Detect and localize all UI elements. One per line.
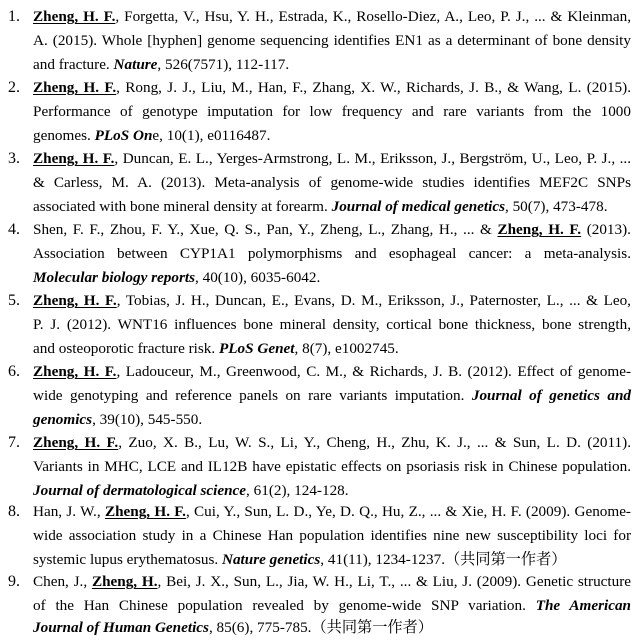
reference-text: Performance of genotype imputation for low frequency and rare variants from the 1000: [33, 103, 631, 120]
reference-text: P. J. (2012). WNT16 influences bone mineral density, cortical bone thickness, bone strength,: [33, 316, 631, 333]
reference-line: [33, 147, 631, 171]
reference-text: Variants in MHC, LCE and IL12B have epistatic effects on psoriasis risk in Chinese population.: [33, 458, 631, 475]
reference-text: & Carless, M. A. (2013). Meta-analysis of genome-wide studies identifies MEF2C SNPs: [33, 174, 631, 191]
reference-text: (2013).: [581, 221, 631, 238]
reference-line: [33, 408, 631, 432]
reference-text: , Rong, J. J., Liu, M., Han, F., Zhang, X. W., Richards, J. B., & Wang, L. (2015).: [116, 79, 632, 96]
journal-name: The American: [535, 597, 631, 614]
reference-text: , 61(2), 124-128.: [246, 482, 349, 499]
reference-text: A. (2015). Whole [hyphen] genome sequencing identifies EN1 as a determinant of bone density: [33, 32, 631, 49]
reference-number: 9.: [8, 573, 20, 590]
reference-text: wide genotyping and reference panels on rare variants imputation.: [33, 387, 472, 404]
reference-number: 7.: [8, 434, 20, 451]
reference-line: [33, 360, 631, 384]
journal-name: PLoS On: [94, 127, 153, 144]
reference-line: [33, 242, 631, 266]
highlighted-author: Zheng, H. F.: [33, 363, 117, 380]
reference-line: [33, 548, 631, 572]
reference-line: [33, 76, 631, 100]
highlighted-author: Zheng, H. F.: [33, 434, 119, 451]
reference-line: [33, 53, 631, 77]
highlighted-author: Zheng, H. F.: [497, 221, 582, 238]
journal-name: Journal of medical genetics: [331, 198, 505, 215]
reference-line: [33, 218, 631, 242]
reference-line: [33, 5, 631, 29]
journal-name: Journal of dermatological science: [33, 482, 247, 499]
reference-text: , 41(11), 1234-1237.（共同第一作者）: [320, 551, 567, 568]
reference-line: [33, 289, 631, 313]
journal-name: Nature genetics: [221, 551, 321, 568]
reference-line: [33, 594, 631, 618]
reference-line: [33, 384, 631, 408]
reference-text: , Forgetta, V., Hsu, Y. H., Estrada, K., Rosello‐Diez, A., Leo, P. J., ... & Kleinman,: [115, 8, 632, 25]
reference-line: [33, 524, 631, 548]
reference-text: associated with bone mineral density at forearm.: [33, 198, 332, 215]
reference-line: [33, 266, 631, 290]
highlighted-author: Zheng, H. F.: [104, 503, 186, 520]
reference-text: , 8(7), e1002745.: [294, 340, 399, 357]
reference-text: e, 10(1), e0116487.: [152, 127, 271, 144]
reference-line: [33, 500, 631, 524]
journal-name: Molecular biology reports: [33, 269, 195, 286]
reference-text: and osteoporotic fracture risk.: [33, 340, 219, 357]
reference-line: [33, 616, 631, 640]
reference-line: [33, 100, 631, 124]
reference-number: 3.: [8, 150, 20, 167]
journal-name: Journal of Human Genetics: [33, 619, 209, 636]
reference-text: , 40(10), 6035-6042.: [195, 269, 321, 286]
journal-name: PLoS Genet: [218, 340, 295, 357]
reference-line: [33, 29, 631, 53]
reference-text: , Duncan, E. L., Yerges-Armstrong, L. M., Eriksson, J., Bergström, U., Leo, P. J., ...: [114, 150, 631, 167]
reference-text: , Zuo, X. B., Lu, W. S., Li, Y., Cheng, H., Zhu, K. J., ... & Sun, L. D. (2011).: [118, 434, 631, 451]
reference-number: 1.: [8, 8, 20, 25]
reference-text: , 85(6), 775-785.（共同第一作者）: [208, 619, 433, 636]
highlighted-author: Zheng, H. F.: [33, 79, 117, 96]
highlighted-author: Zheng, H. F.: [33, 150, 115, 167]
reference-line: [33, 337, 631, 361]
reference-number: 5.: [8, 292, 20, 309]
reference-line: [33, 171, 631, 195]
reference-text: and fracture.: [33, 56, 114, 73]
reference-text: Association between CYP1A1 polymorphisms and esophageal cancer: a meta-analysis.: [33, 245, 631, 262]
journal-name: Nature: [113, 56, 158, 73]
journal-name: Journal of genetics and: [471, 387, 632, 404]
highlighted-author: Zheng, H. F.: [33, 8, 116, 25]
reference-text: , 39(10), 545-550.: [92, 411, 203, 428]
reference-number: 2.: [8, 79, 20, 96]
reference-line: [33, 313, 631, 337]
reference-text: systemic lupus erythematosus.: [33, 551, 222, 568]
reference-line: [33, 124, 631, 148]
reference-text: , 50(7), 473-478.: [504, 198, 608, 215]
reference-line: [33, 455, 631, 479]
reference-line: [33, 431, 631, 455]
reference-text: Chen, J.,: [33, 573, 92, 590]
reference-text: of the Han Chinese population revealed by genome-wide SNP variation.: [33, 597, 536, 614]
journal-name: genomics: [33, 411, 93, 428]
reference-text: , 526(7571), 112-117.: [157, 56, 290, 73]
reference-text: genomes.: [33, 127, 95, 144]
reference-text: , Cui, Y., Sun, L. D., Ye, D. Q., Hu, Z., ... & Xie, H. F. (2009). Genome-: [185, 503, 631, 520]
reference-text: , Tobias, J. H., Duncan, E., Evans, D. M., Eriksson, J., Paternoster, L., ... & Leo,: [116, 292, 631, 309]
reference-text: wide association study in a Chinese Han population identifies nine new susceptibility loci for: [33, 527, 631, 544]
reference-text: , Bei, J. X., Sun, L., Jia, W. H., Li, T., ... & Liu, J. (2009). Genetic structure: [157, 573, 632, 590]
reference-line: [33, 195, 631, 219]
reference-text: Han, J. W.,: [33, 503, 105, 520]
reference-text: , Ladouceur, M., Greenwood, C. M., & Richards, J. B. (2012). Effect of genome-: [116, 363, 631, 380]
reference-number: 4.: [8, 221, 20, 238]
highlighted-author: Zheng, H. F.: [33, 292, 117, 309]
reference-line: [33, 570, 631, 594]
reference-number: 6.: [8, 363, 20, 380]
highlighted-author: Zheng, H.: [91, 573, 158, 590]
reference-number: 8.: [8, 503, 20, 520]
reference-text: Shen, F. F., Zhou, F. Y., Xue, Q. S., Pan, Y., Zheng, L., Zhang, H., ... &: [33, 221, 498, 238]
